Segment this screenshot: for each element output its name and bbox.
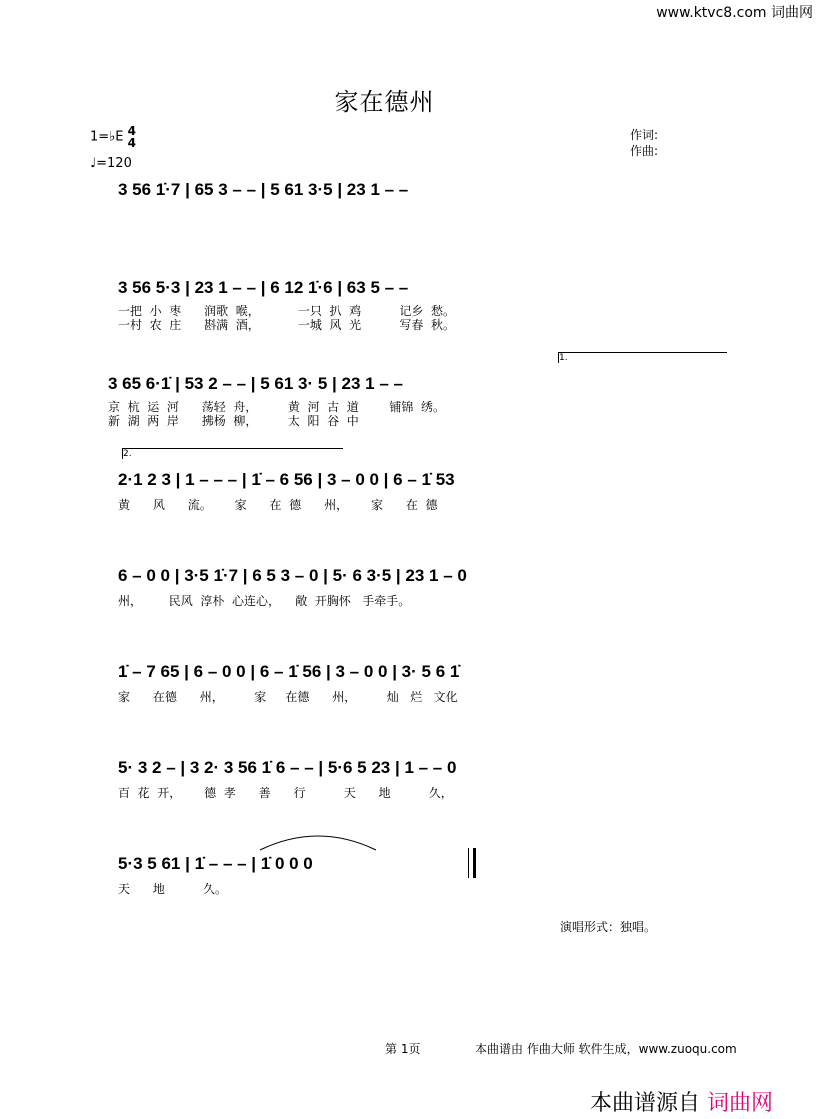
- notes-line: 6 – 0 0 | 3·5 1̇·7 | 6 5 3 – 0 | 5· 6 3·5 | 23 1 – 0: [118, 566, 467, 585]
- source-brand: 词曲网: [707, 1091, 774, 1116]
- volta-2: 2.: [122, 448, 343, 459]
- generator-note: 本曲谱由 作曲大师 软件生成，www.zuoqu.com: [475, 1042, 737, 1056]
- lyrics-verse-1: 一把 小 枣 润歌 喉， 一只 扒 鸡 记乡 愁。: [118, 304, 455, 318]
- lyrics-line: 天 地 久。: [118, 882, 228, 896]
- notes-line: 5·3 5 61 | 1̇ – – – | 1̇ 0 0 0: [118, 854, 313, 873]
- page-number: 第 1页: [385, 1042, 421, 1056]
- lyrics-verse-2: 新 湖 两 岸 拂杨 柳， 太 阳 谷 中: [108, 414, 359, 428]
- lyrics-verse-2: 一村 农 庄 斟满 酒， 一城 风 光 写春 秋。: [118, 318, 455, 332]
- score-row-2: [0, 278, 819, 338]
- notes-line: 5· 3 2 – | 3 2· 3 56 1̇ 6 – – | 5·6 5 23 | 1 – – 0: [118, 758, 457, 777]
- tie-arc: [258, 832, 378, 852]
- score-row-7: [0, 758, 819, 818]
- volta-1: 1.: [558, 352, 727, 363]
- site-header: www.ktvc8.com 词曲网: [656, 5, 813, 21]
- notes-line: 3 56 5·3 | 23 1 – – | 6 12 1̇·6 | 63 5 – –: [118, 278, 409, 297]
- score-row-4: [0, 449, 819, 530]
- notes-line: 3 56 1̇·7 | 65 3 – – | 5 61 3·5 | 23 1 – –: [118, 180, 409, 199]
- lyrics-line: 百 花 开， 德 孝 善 行 天 地 久，: [118, 786, 453, 800]
- key-label: 1=♭E: [90, 129, 124, 145]
- score-row-5: [0, 566, 819, 626]
- tempo-marking: ♩=120: [90, 156, 132, 171]
- final-barline: [468, 848, 476, 878]
- score-row-6: [0, 662, 819, 722]
- performance-form: 演唱形式：独唱。: [560, 920, 657, 934]
- score-row-3: [0, 353, 819, 434]
- composer-label: 作曲:: [630, 144, 659, 158]
- lyrics-line: 家 在德 州， 家 在德 州， 灿 烂 文化: [118, 690, 458, 704]
- lyrics-line: 黄 风 流。 家 在 德 州， 家 在 德: [118, 498, 438, 512]
- lyrics-verse-1: 京 杭 运 河 荡轻 舟， 黄 河 古 道 铺锦 绣。: [108, 400, 445, 414]
- source-prefix: 本曲谱源自: [590, 1091, 701, 1116]
- key-signature: [90, 125, 136, 149]
- time-signature: 4 4: [127, 124, 137, 150]
- score-row-8: [0, 854, 819, 914]
- notes-line: 3 65 6·1̇ | 53 2 – – | 5 61 3· 5 | 23 1 – –: [108, 374, 403, 393]
- lyrics-line: 州， 民风 淳朴 心连心， 敞 开胸怀 手牵手。: [118, 594, 411, 608]
- credits: [630, 127, 658, 159]
- page-title: 家在德州: [334, 88, 435, 116]
- source-watermark: [590, 1086, 773, 1117]
- lyricist-label: 作词:: [630, 128, 659, 142]
- quarter-note-icon: ♩: [90, 156, 97, 171]
- notes-line: 2·1 2 3 | 1 – – – | 1̇ – 6 56 | 3 – 0 0 | 6 – 1̇ 53: [118, 470, 455, 489]
- score-row-1: [0, 180, 819, 240]
- notes-line: 1̇ – 7 65 | 6 – 0 0 | 6 – 1̇ 56 | 3 – 0 0 | 3· 5 6 1̇: [118, 662, 460, 681]
